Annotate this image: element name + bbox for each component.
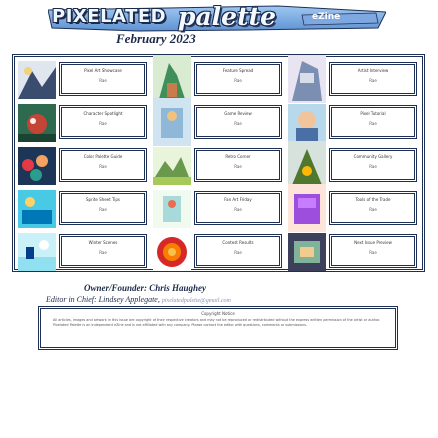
article-card[interactable]	[287, 188, 422, 230]
article-blurb	[59, 234, 147, 268]
article-thumbnail	[18, 61, 56, 99]
article-author: Rae	[99, 207, 107, 212]
article-card[interactable]	[287, 145, 422, 187]
ezine-badge	[300, 12, 380, 26]
masthead-palette: palette	[178, 2, 277, 31]
article-blurb	[59, 105, 147, 139]
copyright-notice	[38, 306, 398, 350]
article-author: Rae	[234, 78, 242, 83]
article-blurb	[194, 234, 282, 268]
article-author: Rae	[99, 121, 107, 126]
article-thumbnail	[153, 55, 191, 103]
article-author: Rae	[369, 207, 377, 212]
article-thumbnail	[18, 190, 56, 228]
article-title: Community Gallery	[353, 154, 393, 159]
grid-row	[15, 188, 422, 230]
grid-row	[15, 231, 422, 273]
article-author: Rae	[234, 207, 242, 212]
article-author: Rae	[369, 250, 377, 255]
masthead-pixelated: PIXELATED	[52, 6, 167, 27]
article-card[interactable]	[152, 231, 287, 273]
article-title: Character Spotlight	[83, 111, 123, 116]
article-title: Artist Interview	[357, 68, 389, 73]
article-author: Rae	[99, 164, 107, 169]
article-blurb	[329, 191, 417, 225]
article-thumbnail	[18, 104, 56, 142]
notice-heading: Copyright Notice	[201, 311, 235, 316]
article-title: Fan Art Friday	[224, 197, 252, 202]
article-blurb	[329, 234, 417, 268]
ezine-badge-label: eZine	[312, 12, 341, 22]
article-author: Rae	[234, 250, 242, 255]
article-author: Rae	[99, 250, 107, 255]
grid-row	[15, 59, 422, 101]
article-blurb	[59, 148, 147, 182]
article-title: Contest Results	[222, 240, 254, 245]
article-author: Rae	[234, 164, 242, 169]
article-thumbnail	[288, 104, 326, 142]
article-blurb	[194, 191, 282, 225]
article-blurb	[59, 62, 147, 96]
article-blurb	[329, 105, 417, 139]
article-title: Winter Scenes	[88, 240, 118, 245]
article-card[interactable]	[17, 59, 152, 101]
article-blurb	[59, 191, 147, 225]
article-thumbnail	[153, 98, 191, 146]
grid-row	[15, 102, 422, 144]
article-blurb	[194, 62, 282, 96]
article-thumbnail	[288, 55, 326, 103]
article-card[interactable]	[287, 231, 422, 273]
article-title: Retro Corner	[225, 154, 251, 159]
owner-credit: Owner/Founder: Chris Haughey	[84, 283, 207, 293]
article-thumbnail	[18, 147, 56, 185]
article-thumbnail	[288, 233, 326, 271]
article-card[interactable]	[287, 59, 422, 101]
editor-credit	[46, 295, 231, 304]
article-title: Next Issue Preview	[354, 240, 392, 245]
article-title: Pixel Art Showcase	[84, 68, 122, 73]
article-card[interactable]	[152, 102, 287, 144]
editor-label: Editor in Chief:	[46, 295, 97, 304]
article-title: Color Palette Guide	[83, 154, 123, 159]
article-card[interactable]	[152, 59, 287, 101]
article-blurb	[194, 148, 282, 182]
grid-row	[15, 145, 422, 187]
article-thumbnail	[153, 233, 191, 271]
article-card[interactable]	[287, 102, 422, 144]
article-card[interactable]	[152, 188, 287, 230]
article-author: Rae	[369, 121, 377, 126]
article-blurb	[329, 148, 417, 182]
masthead	[0, 0, 438, 50]
article-thumbnail	[153, 147, 191, 185]
article-author: Rae	[369, 78, 377, 83]
article-thumbnail	[18, 233, 56, 271]
article-title: Sprite Sheet Tips	[85, 197, 121, 202]
article-grid	[12, 54, 425, 272]
article-author: Rae	[99, 78, 107, 83]
article-author: Rae	[234, 121, 242, 126]
article-card[interactable]	[17, 145, 152, 187]
editor-name: Lindsey Applegate,	[98, 295, 160, 304]
article-title: Feature Spread	[222, 68, 254, 73]
notice-body: All articles, images and artwork in this issue are copyright of their respective creators and may not be reproduced or redistributed without the express written permission of the artist or author. Pixelated Palette is an independent eZine and is not affiliated with any company. Please contact the editor with questions, comments or submissions.	[53, 318, 381, 327]
editor-email-link[interactable]: pixelatedpalette@gmail.com	[161, 298, 231, 304]
article-blurb	[194, 105, 282, 139]
article-thumbnail	[288, 141, 326, 189]
article-title: Game Review	[224, 111, 252, 116]
article-card[interactable]	[17, 102, 152, 144]
article-thumbnail	[288, 184, 326, 232]
article-card[interactable]	[17, 231, 152, 273]
article-card[interactable]	[152, 145, 287, 187]
article-author: Rae	[369, 164, 377, 169]
article-thumbnail	[153, 190, 191, 228]
issue-date: February 2023	[116, 31, 196, 46]
article-blurb	[329, 62, 417, 96]
article-card[interactable]	[17, 188, 152, 230]
article-title: Pixel Tutorial	[360, 111, 386, 116]
article-title: Tools of the Trade	[355, 197, 391, 202]
